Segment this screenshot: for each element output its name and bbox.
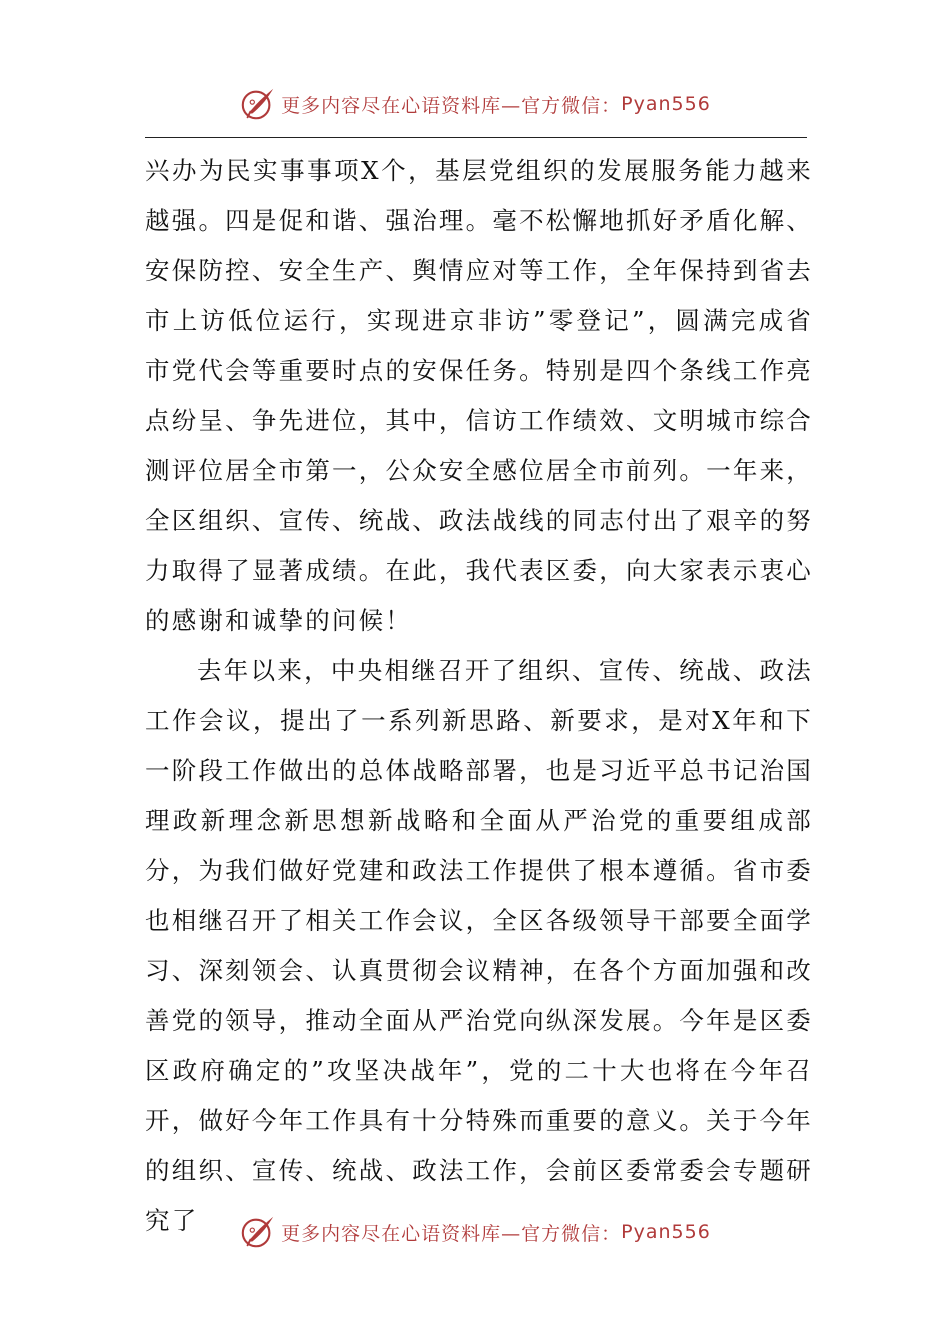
page-footer-banner bbox=[145, 1210, 805, 1254]
footer-banner-brand: Pyan556 bbox=[621, 1221, 711, 1243]
footer-banner-text: 更多内容尽在心语资料库—官方微信： bbox=[281, 1222, 622, 1245]
header-banner-text: 更多内容尽在心语资料库—官方微信： bbox=[281, 94, 622, 117]
header-divider bbox=[145, 137, 807, 138]
quill-pen-logo-icon bbox=[239, 85, 277, 123]
quill-pen-logo-icon bbox=[239, 1213, 277, 1251]
body-paragraph: 去年以来，中央相继召开了组织、宣传、统战、政法工作会议，提出了一系列新思路、新要求，是对X年和下一阶段工作做出的总体战略部署，也是习近平总书记治国理政新理念新思想新战略和全面从严治党的重要组成部分，为我们做好党建和政法工作提供了根本遵循。省市委也相继召开了相关工作会议，全区各级领导干部要全面学习、深刻领会、认真贯彻会议精神，在各个方面加强和改善党的领导，推动全面从严治党向纵深发展。今年是区委区政府确定的”攻坚决战年”，党的二十大也将在今年召开，做好今年工作具有十分特殊而重要的意义。关于今年的组织、宣传、统战、政法工作，会前区委常委会专题研究了 bbox=[145, 656, 813, 1235]
header-banner-brand: Pyan556 bbox=[621, 93, 711, 115]
page-header-banner bbox=[145, 82, 805, 126]
document-body bbox=[145, 146, 813, 1246]
body-paragraph: 兴办为民实事事项X个，基层党组织的发展服务能力越来越强。四是促和谐、强治理。毫不松懈地抓好矛盾化解、安保防控、安全生产、舆情应对等工作，全年保持到省去市上访低位运行，实现进京非访”零登记”，圆满完成省市党代会等重要时点的安保任务。特别是四个条线工作亮点纷呈、争先进位，其中，信访工作绩效、文明城市综合测评位居全市第一，公众安全感位居全市前列。一年来，全区组织、宣传、统战、政法战线的同志付出了艰辛的努力取得了显著成绩。在此，我代表区委，向大家表示衷心的感谢和诚挚的问候！ bbox=[145, 156, 813, 635]
